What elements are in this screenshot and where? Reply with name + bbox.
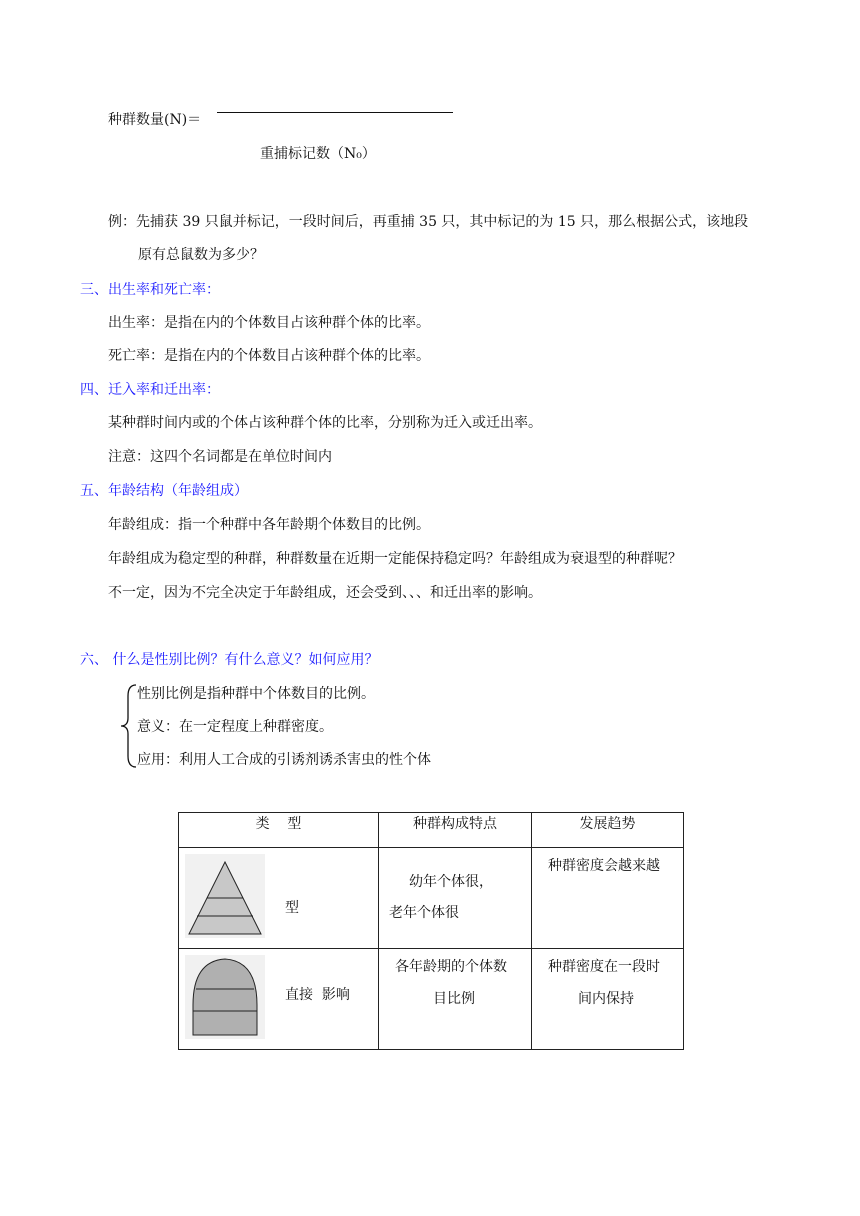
- header-features: 种群构成特点: [379, 813, 532, 848]
- table-row: [179, 949, 684, 1050]
- age-structure-def: 年龄组成：指一个种群中各年龄期个体数目的比例。: [108, 517, 430, 533]
- migration-note: 注意：这四个名词都是在单位时间内: [108, 449, 332, 465]
- trend-cell: [532, 949, 684, 1050]
- left-brace-icon: [118, 684, 138, 768]
- age-structure-answer: 不一定，因为不完全决定于年龄组成，还会受到、、、和迁出率的影响。: [108, 585, 542, 601]
- feature-line-1: 幼年个体很，: [409, 874, 493, 890]
- trend-cell: [532, 848, 684, 949]
- header-type: 类 型: [179, 813, 379, 848]
- feature-line-2: 老年个体很: [389, 905, 459, 921]
- formula-denominator: 重捕标记数（N₀）: [260, 146, 376, 162]
- trend-line-2: 间内保持: [578, 991, 634, 1007]
- section-5-title: 五、年龄结构（年龄组成）: [80, 483, 248, 499]
- birth-rate-def: 出生率：是指在内的个体数目占该种群个体的比率。: [108, 315, 430, 331]
- sex-ratio-item-1: 性别比例是指种群中个体数目的比例。: [137, 686, 375, 702]
- trend-line-1: 种群密度在一段时: [548, 959, 660, 975]
- type-cell: [179, 848, 379, 949]
- age-structure-table: [178, 812, 684, 1050]
- sex-ratio-item-3: 应用：利用人工合成的引诱剂诱杀害虫的性个体: [137, 752, 431, 768]
- example-line-2: 原有总鼠数为多少？: [138, 247, 264, 263]
- migration-def: 某种群时间内或的个体占该种群个体的比率，分别称为迁入或迁出率。: [108, 415, 542, 431]
- header-trend: 发展趋势: [532, 813, 684, 848]
- section-4-title: 四、迁入率和迁出率：: [80, 382, 220, 398]
- bell-stable-icon: [185, 955, 265, 1039]
- feature-cell: [379, 848, 532, 949]
- example-line-1: 例：先捕获 39 只鼠并标记，一段时间后，再重捕 35 只，其中标记的为 15 只，那么根据公式，该地段: [108, 214, 749, 230]
- type-cell: [179, 949, 379, 1050]
- age-structure-question: 年龄组成为稳定型的种群，种群数量在近期一定能保持稳定吗？年龄组成为衰退型的种群呢？: [108, 551, 682, 567]
- section-6-title: 六、 什么是性别比例？有什么意义？如何应用？: [80, 652, 379, 668]
- sex-ratio-item-2: 意义：在一定程度上种群密度。: [137, 719, 333, 735]
- formula-label: 种群数量(N)＝: [108, 112, 202, 128]
- type-label: 直接 影响: [285, 987, 350, 1003]
- feature-line-2: 目比例: [433, 991, 475, 1007]
- feature-line-1: 各年龄期的个体数: [395, 959, 507, 975]
- type-label: 型: [285, 900, 299, 916]
- table-header-row: [179, 813, 684, 848]
- feature-cell: [379, 949, 532, 1050]
- fraction-bar: [217, 112, 453, 113]
- pyramid-growth-icon: [185, 854, 265, 938]
- trend-line-1: 种群密度会越来越: [548, 858, 660, 874]
- table-row: [179, 848, 684, 949]
- section-3-title: 三、出生率和死亡率：: [80, 282, 220, 298]
- death-rate-def: 死亡率：是指在内的个体数目占该种群个体的比率。: [108, 348, 430, 364]
